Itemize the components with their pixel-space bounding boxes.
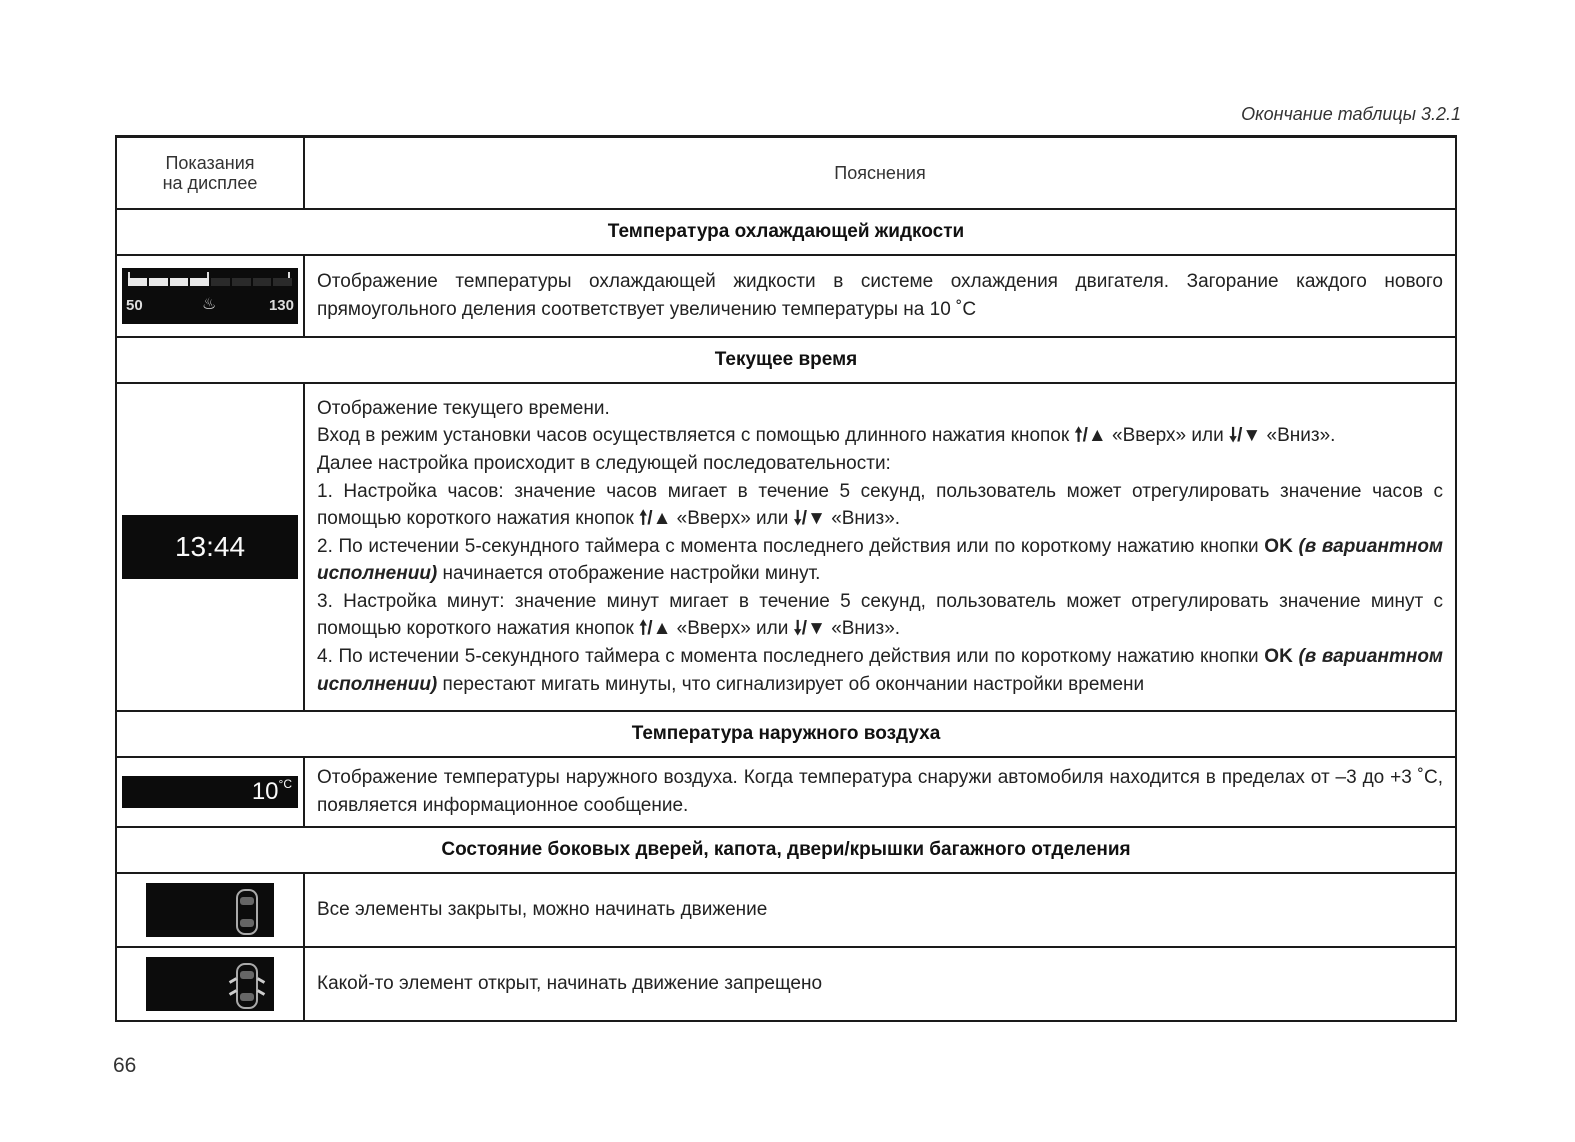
doors-closed-display (146, 883, 274, 937)
time-p4: 1. Настройка часов: значение часов мигает в течение 5 секунд, пользователь может отрегулировать значение часов с помощью короткого нажатия кнопок 🠕/▲ «Вверх» или 🠗/▼ «Вниз». (317, 478, 1443, 533)
coolant-row (116, 255, 1456, 337)
table-caption: Окончание таблицы 3.2.1 (1241, 104, 1461, 124)
up-arrow-icon: 🠕/▲ (639, 618, 672, 640)
doors-open-display-cell (116, 947, 304, 1021)
gauge-min-label: 50 (126, 296, 143, 314)
time-p2: Вход в режим установки часов осуществляется с помощью длинного нажатия кнопок 🠕/▲ «Вверх» или 🠗/▼ «Вниз». (317, 422, 1443, 450)
time-p7: 4. По истечении 5-секундного таймера с момента последнего действия или по короткому нажатию кнопки OK (в вариантном исполнении) перестают мигать минуты, что сигнализирует об окончании настройки времени (317, 646, 1443, 695)
header-col-explanations: Пояснения (304, 137, 1456, 209)
gauge-max-label: 130 (268, 296, 294, 314)
doors-closed-description: Все элементы закрыты, можно начинать движение (304, 873, 1456, 947)
outside-display-cell (116, 757, 304, 827)
time-display-cell (116, 383, 304, 711)
up-arrow-icon: 🠕/▲ (639, 508, 672, 530)
down-arrow-icon: 🠗/▼ (1228, 425, 1262, 447)
section-title: Состояние боковых дверей, капота, двери/крышки багажного отделения (116, 827, 1456, 873)
car-doors-closed-icon (236, 889, 258, 935)
doors-open-row (116, 947, 1456, 1021)
section-time-title-row (116, 337, 1456, 383)
outside-description: Отображение температуры наружного воздуха. Когда температура снаружи автомобиля находится в пределах от –3 до +3 ˚C, появляется информационное сообщение. (304, 757, 1456, 827)
time-p3: Далее настройка происходит в следующей последовательности: (317, 452, 891, 474)
clock-display: 13:44 (122, 515, 298, 579)
section-title: Текущее время (116, 337, 1456, 383)
doors-closed-row (116, 873, 1456, 947)
coolant-temp-icon: ♨ (202, 295, 217, 313)
outside-row (116, 757, 1456, 827)
time-description (304, 383, 1456, 711)
section-title: Температура охлаждающей жидкости (116, 209, 1456, 255)
doors-open-display (146, 957, 274, 1011)
page-number: 66 (113, 1054, 137, 1077)
display-readings-table (115, 135, 1457, 1022)
down-arrow-icon: 🠗/▼ (793, 618, 826, 640)
section-outside-title-row (116, 711, 1456, 757)
coolant-display-cell (116, 255, 304, 337)
section-title: Температура наружного воздуха (116, 711, 1456, 757)
up-arrow-icon: 🠕/▲ (1074, 425, 1107, 447)
time-p1: Отображение текущего времени. (317, 397, 610, 419)
outside-temp-display: $10^{^\circ C}$ (122, 776, 298, 808)
coolant-description: Отображение температуры охлаждающей жидкости в системе охлаждения двигателя. Загорание каждого нового прямоугольного деления соответствует увеличению температуры на 10 ˚C (304, 255, 1456, 337)
time-p5: 2. По истечении 5-секундного таймера с момента последнего действия или по короткому нажатию кнопки OK (в вариантном исполнении) начинается отображение настройки минут. (317, 535, 1443, 585)
time-p6: 3. Настройка минут: значение минут мигает в течение 5 секунд, пользователь может отрегулировать значение минут с помощью короткого нажатия кнопок 🠕/▲ «Вверх» или 🠗/▼ «Вниз». (317, 588, 1443, 643)
coolant-gauge-display (122, 268, 298, 324)
section-coolant-title-row (116, 209, 1456, 255)
table-header-row (116, 137, 1456, 209)
down-arrow-icon: 🠗/▼ (793, 508, 826, 530)
doors-open-description: Какой-то элемент открыт, начинать движение запрещено (304, 947, 1456, 1021)
doors-closed-display-cell (116, 873, 304, 947)
car-doors-open-icon (236, 963, 258, 1009)
section-doors-title-row (116, 827, 1456, 873)
time-row (116, 383, 1456, 711)
header-col-display: Показания на дисплее (116, 137, 304, 209)
